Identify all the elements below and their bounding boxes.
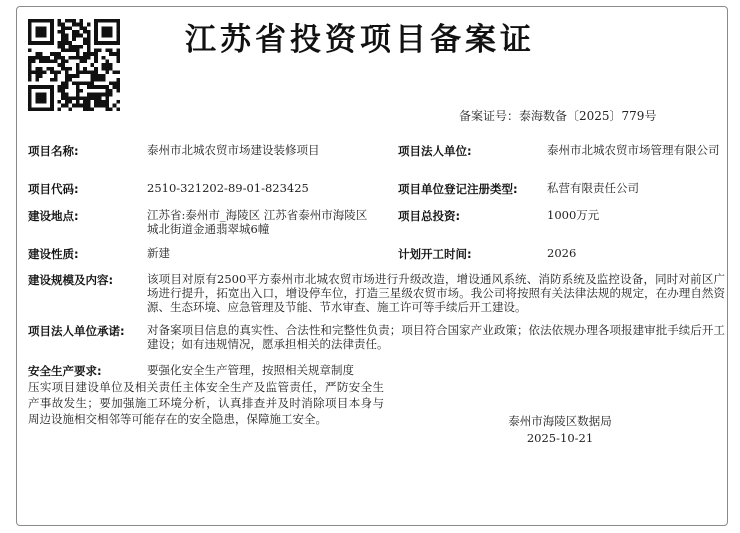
issuer-name: 泰州市海陵区数据局 — [508, 414, 612, 428]
scale-content-label: 建设规模及内容: — [28, 273, 114, 287]
legal-unit-value: 泰州市北城农贸市场管理有限公司 — [547, 143, 720, 157]
document-title: 江苏省投资项目备案证 — [185, 22, 535, 58]
project-name-value: 泰州市北城农贸市场建设装修项目 — [147, 143, 320, 157]
construction-nature-label: 建设性质: — [28, 247, 79, 261]
project-code-label: 项目代码: — [28, 182, 79, 196]
location-value: 江苏省:泰州市_海陵区 江苏省泰州市海陵区城北街道金通翡翠城6幢 — [147, 208, 368, 236]
commitment-value: 对备案项目信息的真实性、合法性和完整性负责；项目符合国家产业政策；依法依规办理各项报建审批手续后开工建设；如有违规情况，愿承担相关的法律责任。 — [147, 323, 725, 351]
qr-code — [28, 19, 120, 111]
issue-date: 2025-10-21 — [526, 431, 594, 445]
certificate-number: 备案证号：泰海数备〔2025〕779号 — [459, 109, 657, 123]
registration-type-value: 私营有限责任公司 — [547, 181, 639, 195]
legal-unit-label: 项目法人单位: — [398, 144, 472, 158]
total-investment-label: 项目总投资: — [398, 209, 461, 223]
project-name-label: 项目名称: — [28, 144, 79, 158]
project-code-value: 2510-321202-89-01-823425 — [147, 181, 309, 195]
scale-content-value: 该项目对原有2500平方泰州市北城农贸市场进行升级改造，增设通风系统、消防系统及监控设备，同时对前区广场进行提升，拓宽出入口，增设停车位，打造三星级农贸市场。我公司将按照有关法律法规的规定，在办理自然资源、生态环境、应急管理及节能、节水审查、施工许可等手续后开工建设。 — [147, 272, 725, 314]
registration-type-label: 项目单位登记注册类型: — [398, 182, 518, 196]
construction-nature-value: 新建 — [147, 246, 170, 260]
commitment-label: 项目法人单位承诺: — [28, 324, 125, 338]
planned-start-label: 计划开工时间: — [398, 247, 472, 261]
planned-start-value: 2026 — [547, 246, 577, 260]
safety-label: 安全生产要求: — [28, 364, 102, 378]
certificate-frame — [16, 6, 728, 526]
safety-value-first-line: 要强化安全生产管理，按照相关规章制度 — [147, 363, 354, 377]
total-investment-value: 1000万元 — [547, 208, 600, 222]
location-label: 建设地点: — [28, 209, 79, 223]
safety-value-rest: 压实项目建设单位及相关责任主体安全生产及监管责任，严防安全生产事故发生；要加强施工环境分析，认真排查并及时消除项目本身与周边设施相交相邻等可能存在的安全隐患，保障施工安全。 — [28, 380, 384, 426]
